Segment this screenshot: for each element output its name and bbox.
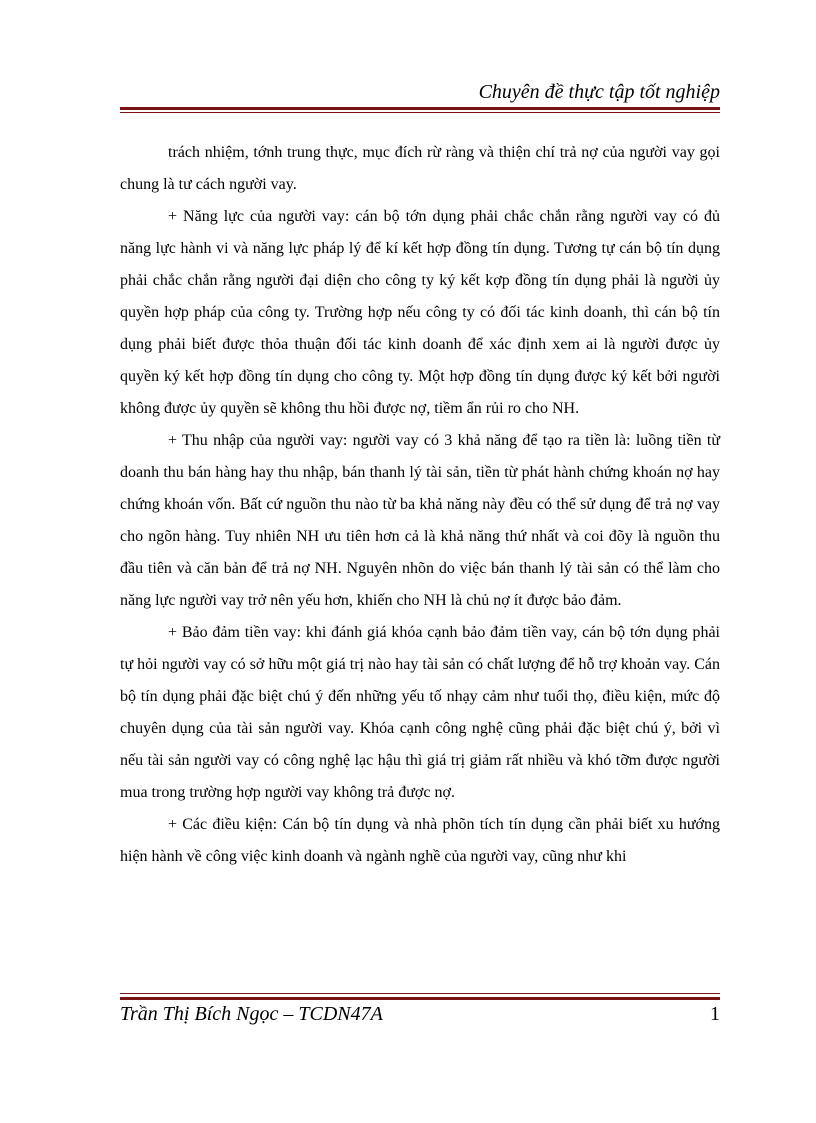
footer-rule-thick bbox=[120, 997, 720, 1000]
paragraph-nang-luc: + Năng lực của người vay: cán bộ tớn dụng phải chắc chắn rằng người vay có đủ năng lực hành vi và năng lực pháp lý để kí kết hợp đồng tín dụng. Tương tự cán bộ tín dụng phải chắc chắn rằng người đại diện cho công ty ký kết kợp đồng tín dụng phải là người ủy quyền hợp pháp của công ty. Trường hợp nếu công ty có đối tác kinh doanh, thì cán bộ tín dụng phải biết được thỏa thuận đối tác kinh doanh để xác định xem ai là người được ủy quyền ký kết hợp đồng tín dụng cho công ty. Một hợp đồng tín dụng được ký kết bởi người không được ủy quyền sẽ không thu hồi được nợ, tiềm ẩn rủi ro cho NH. bbox=[120, 208, 720, 417]
paragraph-continuation: trách nhiệm, tớnh trung thực, mục đích rừ ràng và thiện chí trả nợ của người vay gọi chung là tư cách người vay. bbox=[120, 144, 720, 193]
footer-rule-thin bbox=[120, 993, 720, 994]
body-text bbox=[120, 137, 720, 873]
paragraph-bao-dam: + Bảo đảm tiền vay: khi đánh giá khóa cạnh bảo đảm tiền vay, cán bộ tớn dụng phải tự hỏi người vay có sở hữu một giá trị nào hay tài sản có chất lượng để hỗ trợ khoản vay. Cán bộ tín dụng phải đặc biệt chú ý đến những yếu tố nhạy cảm như tuổi thọ, điều kiện, mức độ chuyên dụng của tài sản người vay. Khóa cạnh công nghệ cũng phải đặc biệt chú ý, bởi vì nếu tài sản người vay có công nghệ lạc hậu thì giá trị giảm rất nhiều và khó tỡm được người mua trong trường hợp người vay không trả được nợ. bbox=[120, 624, 720, 801]
page-number: 1 bbox=[710, 1003, 720, 1025]
header-rule-thin bbox=[120, 112, 720, 113]
paragraph-dieu-kien: + Các điều kiện: Cán bộ tín dụng và nhà phõn tích tín dụng cần phải biết xu hướng hiện hành về công việc kinh doanh và ngành nghề của người vay, cũng như khi bbox=[120, 816, 720, 865]
footer-author: Trần Thị Bích Ngọc – TCDN47A bbox=[120, 1003, 383, 1025]
header-rule-thick bbox=[120, 107, 720, 110]
header-title: Chuyên đề thực tập tốt nghiệp bbox=[478, 81, 720, 103]
paragraph-thu-nhap: + Thu nhập của người vay: người vay có 3 khả năng để tạo ra tiền là: luồng tiền từ doanh thu bán hàng hay thu nhập, bán thanh lý tài sản, tiền từ phát hành chứng khoán nợ hay chứng khoán vốn. Bất cứ nguồn thu nào từ ba khả năng này đều có thể sử dụng để trả nợ vay cho ngõn hàng. Tuy nhiên NH ưu tiên hơn cả là khả năng thứ nhất và coi đõy là nguồn thu đầu tiên và căn bản để trả nợ NH. Nguyên nhõn do việc bán thanh lý tài sản có thể làm cho năng lực người vay trở nên yếu hơn, khiến cho NH là chủ nợ ít được bảo đảm. bbox=[120, 432, 720, 609]
